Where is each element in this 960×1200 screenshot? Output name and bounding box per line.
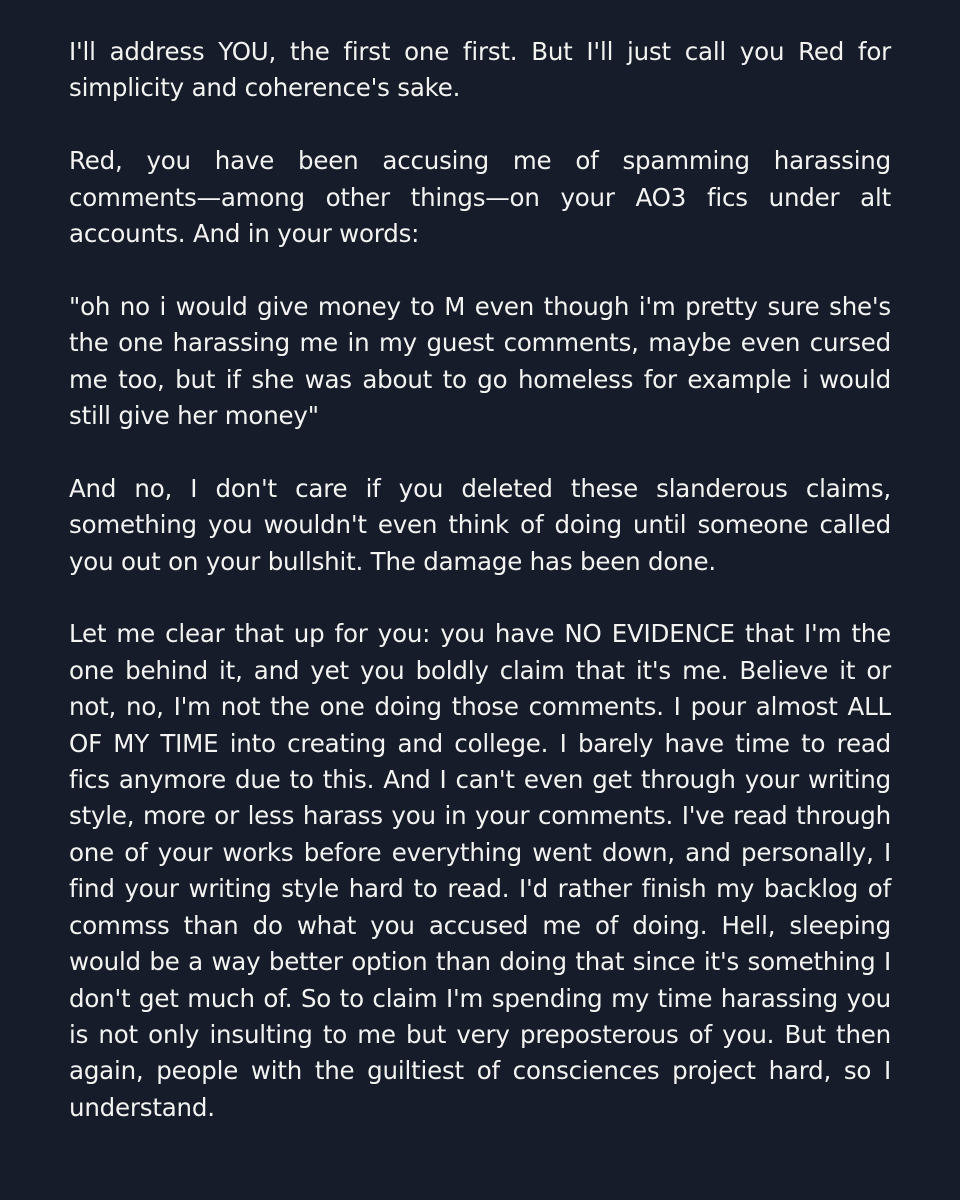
paragraph-quote: "oh no i would give money to M even though i'm pretty sure she's the one harassing me in my guest comments, maybe even cursed me too, but if she was about to go homeless for example i would still give her money" (69, 291, 891, 431)
paragraph-deleted-claims: And no, I don't care if you deleted these slanderous claims, something you wouldn't even think of doing until someone called you out on your bullshit. The damage has been done. (69, 473, 891, 576)
text-body (69, 34, 891, 1126)
paragraph-intro: I'll address YOU, the first one first. But I'll just call you Red for simplicity and coherence's sake. (69, 37, 891, 103)
paragraph-rebuttal: Let me clear that up for you: you have NO EVIDENCE that I'm the one behind it, and yet you boldly claim that it's me. Believe it or not, no, I'm not the one doing those comments. I pour almost ALL OF MY TIME into creating and college. I barely have time to read fics anymore due to this. And I can't even get through your writing style, more or less harass you in your comments. I've read through one of your works before everything went down, and personally, I find your writing style hard to read. I'd rather finish my backlog of commss than do what you accused me of doing. Hell, sleeping would be a way better option than doing that since it's something I don't get much of. So to claim I'm spending my time harassing you is not only insulting to me but very preposterous of you. But then again, people with the guiltiest of consciences project hard, so I understand. (69, 619, 891, 1122)
paragraph-accusation: Red, you have been accusing me of spamming harassing comments—among other things—on your AO3 fics under alt accounts. And in your words: (69, 146, 891, 249)
